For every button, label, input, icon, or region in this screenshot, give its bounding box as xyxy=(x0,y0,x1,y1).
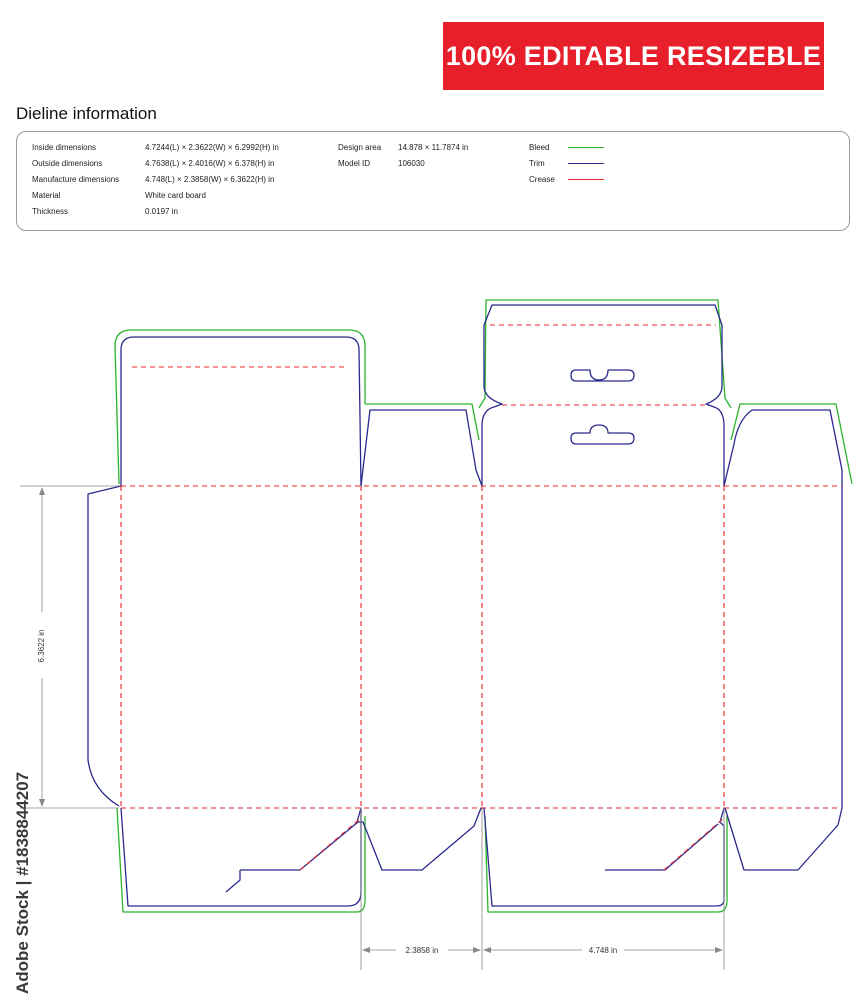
material-label: Material xyxy=(32,191,61,200)
bleed-outline xyxy=(115,300,852,912)
model-id-value: 106030 xyxy=(398,159,425,168)
trim-bottom-tab-2 xyxy=(226,870,240,892)
bleed-right-flap xyxy=(731,404,852,484)
outside-dimensions-value: 4.7638(L) × 2.4016(W) × 6.378(H) in xyxy=(145,159,275,168)
trim-bottom-tab-1 xyxy=(240,822,358,870)
trim-glue-flap xyxy=(88,486,121,806)
arrow-length-right xyxy=(715,947,723,953)
dimension-arrows xyxy=(39,487,723,953)
inside-dimensions-value: 4.7244(L) × 2.3622(W) × 6.2992(H) in xyxy=(145,143,279,152)
design-area-label: Design area xyxy=(338,143,382,152)
trim-outline xyxy=(88,305,842,906)
height-dimension-label: 6.3622 in xyxy=(37,629,46,663)
crease-bottom-diagonal-1 xyxy=(300,818,361,870)
adobe-stock-watermark xyxy=(8,748,34,994)
outside-dimensions-label: Outside dimensions xyxy=(32,159,103,168)
manufacture-dimensions-label: Manufacture dimensions xyxy=(32,175,120,184)
arrow-width-right xyxy=(473,947,481,953)
bleed-left-panel xyxy=(115,330,365,484)
thickness-value: 0.0197 in xyxy=(145,207,178,216)
trim-left-top-flap xyxy=(121,337,361,486)
watermark-text: Adobe Stock | #1838844207 xyxy=(13,771,32,994)
trim-hang-hole-2 xyxy=(571,425,634,444)
model-id-label: Model ID xyxy=(338,159,371,168)
trim-bottom-tab-3 xyxy=(605,824,718,870)
width-dimension-label: 2.3858 in xyxy=(405,946,439,955)
editable-badge: 100% EDITABLE RESIZEBLE xyxy=(443,22,824,90)
info-title: Dieline information xyxy=(16,104,157,123)
arrow-width-left xyxy=(362,947,370,953)
thickness-label: Thickness xyxy=(32,207,69,216)
legend-crease-label: Crease xyxy=(529,175,555,184)
manufacture-dimensions-value: 4.748(L) × 2.3858(W) × 6.3622(H) in xyxy=(145,175,275,184)
material-value: White card board xyxy=(145,191,206,200)
legend-trim-label: Trim xyxy=(529,159,545,168)
bleed-bottom-right xyxy=(485,816,727,912)
trim-right-top-flap xyxy=(724,410,842,486)
crease-bottom-diagonal-2 xyxy=(664,818,724,870)
arrow-height-top xyxy=(39,487,45,495)
crease-lines xyxy=(121,325,842,870)
length-dimension-label: 4.748 in xyxy=(588,946,618,955)
dimension-lines xyxy=(20,486,724,970)
design-area-value: 14.878 × 11.7874 in xyxy=(398,143,469,152)
bleed-top-lid xyxy=(479,300,731,408)
arrow-length-left xyxy=(483,947,491,953)
trim-top-lid xyxy=(482,305,724,486)
trim-hang-hole-1 xyxy=(571,370,634,381)
arrow-height-bottom xyxy=(39,799,45,807)
legend-bleed-label: Bleed xyxy=(529,143,550,152)
inside-dimensions-label: Inside dimensions xyxy=(32,143,97,152)
trim-side-top-flap xyxy=(361,410,482,486)
bleed-bottom-left xyxy=(117,808,365,912)
